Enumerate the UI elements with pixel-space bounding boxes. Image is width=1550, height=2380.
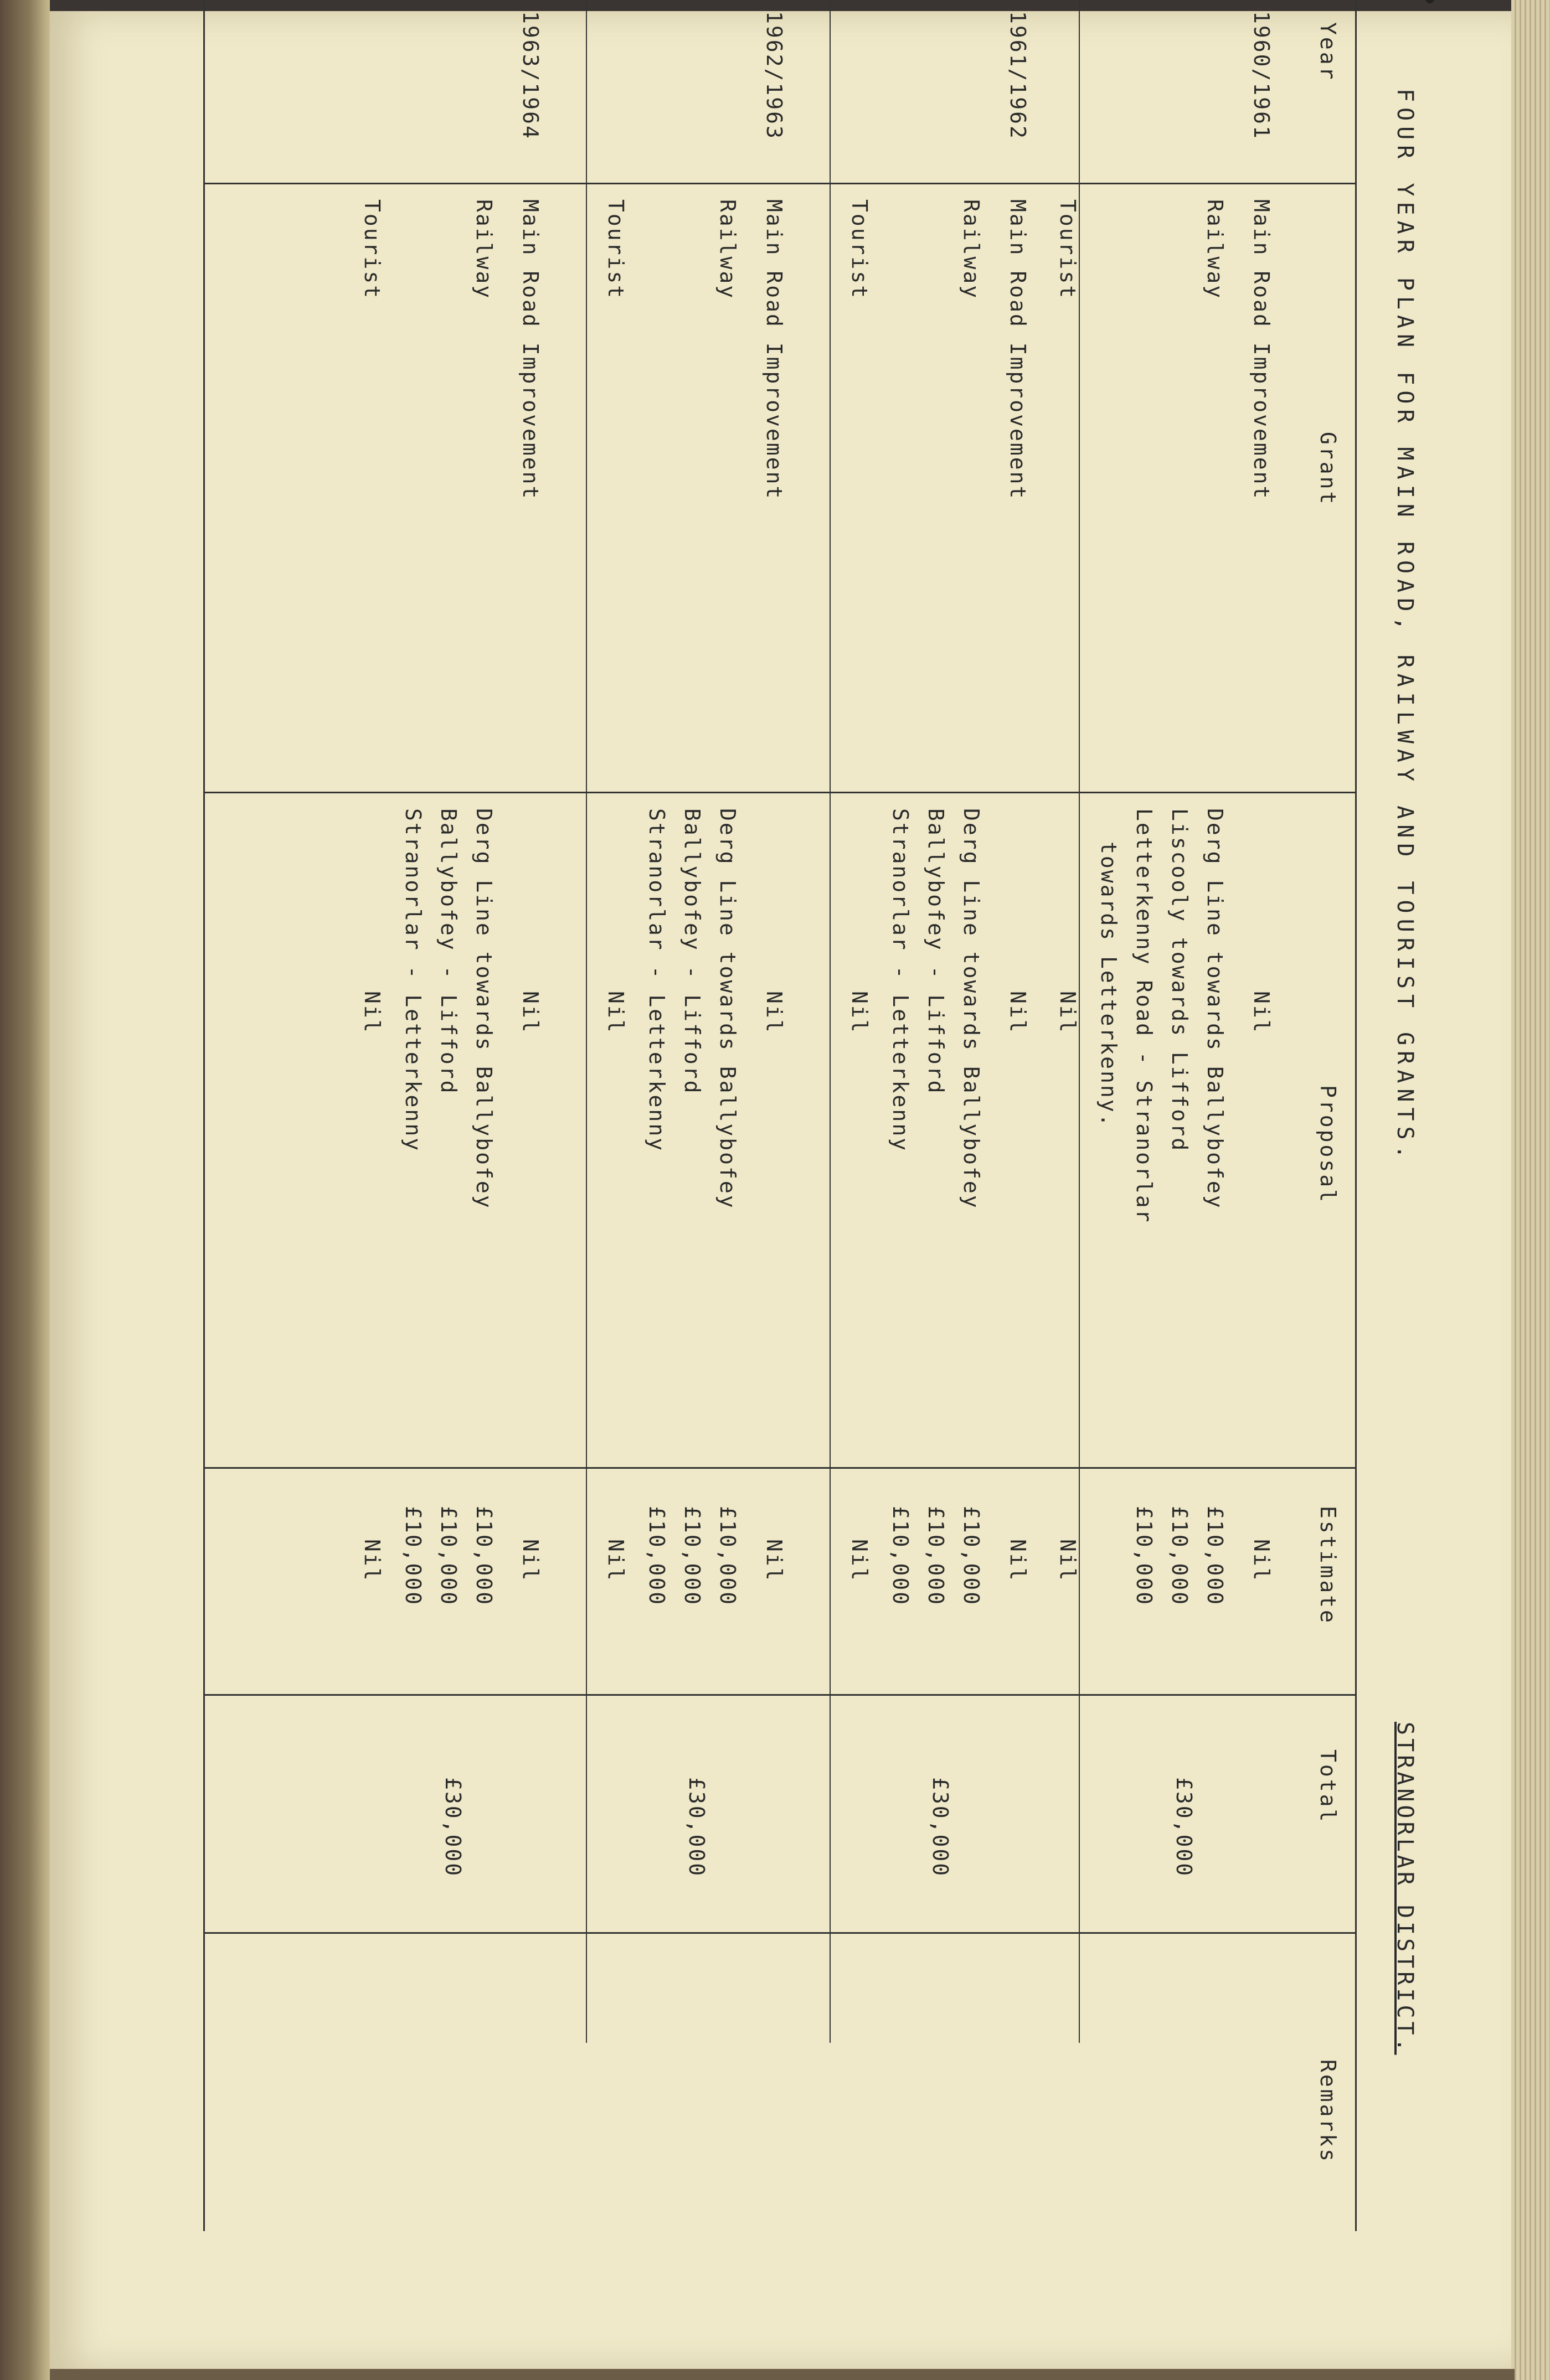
- proposal-line: Derg Line towards Ballybofey: [1203, 808, 1227, 1210]
- year-cell: 1961/1962: [1006, 11, 1030, 140]
- estimate-line: £10,000: [924, 1506, 948, 1607]
- proposal-line: towards Letterkenny.: [1096, 841, 1121, 1128]
- estimate-line: £10,000: [401, 1506, 425, 1607]
- proposal-line: Liscooly towards Lifford: [1167, 808, 1192, 1153]
- grant-cell: Tourist: [847, 199, 872, 300]
- column-rule-year: [203, 183, 1357, 184]
- table-top-rule: [1355, 0, 1357, 2231]
- estimate-line: £10,000: [1167, 1506, 1192, 1607]
- grant-cell: Tourist: [1055, 199, 1080, 300]
- grant-cell: Railway: [472, 199, 496, 300]
- estimate-line: Nil: [1006, 1539, 1030, 1582]
- table-bottom-rule: [203, 0, 205, 2231]
- proposal-line: Nil: [360, 991, 384, 1034]
- proposal-line: Nil: [604, 991, 628, 1034]
- estimate-line: £10,000: [888, 1506, 913, 1607]
- year-cell: 1963/1964: [518, 11, 543, 140]
- proposal-line: Nil: [518, 991, 543, 1034]
- grant-cell: Main Road Improvement: [1006, 199, 1030, 500]
- page-edges: [1511, 0, 1550, 2380]
- proposal-line: Ballybofey - Lifford: [680, 808, 704, 1095]
- estimate-line: Nil: [604, 1539, 628, 1582]
- total-cell: £30,000: [1172, 1777, 1196, 1878]
- proposal-line: Derg Line towards Ballybofey: [472, 808, 496, 1210]
- proposal-line: Nil: [1249, 991, 1274, 1034]
- estimate-line: Nil: [1055, 1539, 1080, 1582]
- book-binding: [0, 0, 50, 2380]
- column-rule-total: [203, 1932, 1357, 1934]
- estimate-line: £10,000: [715, 1506, 740, 1607]
- estimate-line: £10,000: [472, 1506, 496, 1607]
- header-year: Year: [1316, 22, 1340, 82]
- total-cell: £30,000: [441, 1777, 465, 1878]
- grant-cell: Railway: [959, 199, 983, 300]
- book-bottom-edge: [50, 2369, 1515, 2380]
- district-heading: STRANORLAR DISTRICT.: [1392, 1722, 1418, 2055]
- estimate-line: £10,000: [680, 1506, 704, 1607]
- rotated-document-sheet: [172, 11, 1418, 2325]
- proposal-line: Ballybofey - Lifford: [436, 808, 461, 1095]
- year-cell: 1962/1963: [762, 11, 786, 140]
- proposal-line: Derg Line towards Ballybofey: [959, 808, 983, 1210]
- year-cell: 1960/1961: [1249, 11, 1274, 140]
- header-estimate: Estimate: [1316, 1506, 1340, 1625]
- row-separator: [830, 0, 831, 2043]
- proposal-line: Nil: [762, 991, 786, 1034]
- total-cell: £30,000: [928, 1777, 952, 1878]
- grant-cell: Main Road Improvement: [1249, 199, 1274, 500]
- total-cell: £30,000: [684, 1777, 709, 1878]
- estimate-line: Nil: [360, 1539, 384, 1582]
- grant-cell: Tourist: [360, 199, 384, 300]
- header-grant: Grant: [1316, 432, 1340, 507]
- estimate-line: Nil: [847, 1539, 872, 1582]
- estimate-line: £10,000: [1132, 1506, 1156, 1607]
- grant-cell: Main Road Improvement: [762, 199, 786, 500]
- proposal-line: Ballybofey - Lifford: [924, 808, 948, 1095]
- grant-cell: Railway: [1203, 199, 1227, 300]
- grant-cell: Tourist: [604, 199, 628, 300]
- column-rule-proposal: [203, 1467, 1357, 1469]
- column-rule-grant: [203, 792, 1357, 793]
- estimate-line: Nil: [518, 1539, 543, 1582]
- grant-cell: Railway: [715, 199, 740, 300]
- proposal-line: Nil: [847, 991, 872, 1034]
- column-rule-estimate: [203, 1694, 1357, 1696]
- header-remarks: Remarks: [1316, 2059, 1340, 2164]
- grant-cell: Main Road Improvement: [518, 199, 543, 500]
- header-total: Total: [1316, 1749, 1340, 1824]
- proposal-line: Nil: [1006, 991, 1030, 1034]
- proposal-line: Letterkenny Road - Stranorlar: [1132, 808, 1156, 1224]
- estimate-line: £10,000: [1203, 1506, 1227, 1607]
- estimate-line: Nil: [1249, 1539, 1274, 1582]
- estimate-line: Nil: [762, 1539, 786, 1582]
- row-separator: [586, 0, 587, 2043]
- punch-hole-icon: [1425, 0, 1434, 3]
- estimate-line: £10,000: [959, 1506, 983, 1607]
- estimate-line: £10,000: [436, 1506, 461, 1607]
- proposal-line: Stranorlar - Letterkenny: [645, 808, 669, 1153]
- proposal-line: Derg Line towards Ballybofey: [715, 808, 740, 1210]
- proposal-line: Stranorlar - Letterkenny: [401, 808, 425, 1153]
- estimate-line: £10,000: [645, 1506, 669, 1607]
- header-proposal: Proposal: [1316, 1085, 1340, 1205]
- document-title: FOUR YEAR PLAN FOR MAIN ROAD, RAILWAY AND TOURIST GRANTS.: [1392, 89, 1418, 1164]
- proposal-line: Nil: [1055, 991, 1080, 1034]
- proposal-line: Stranorlar - Letterkenny: [888, 808, 913, 1153]
